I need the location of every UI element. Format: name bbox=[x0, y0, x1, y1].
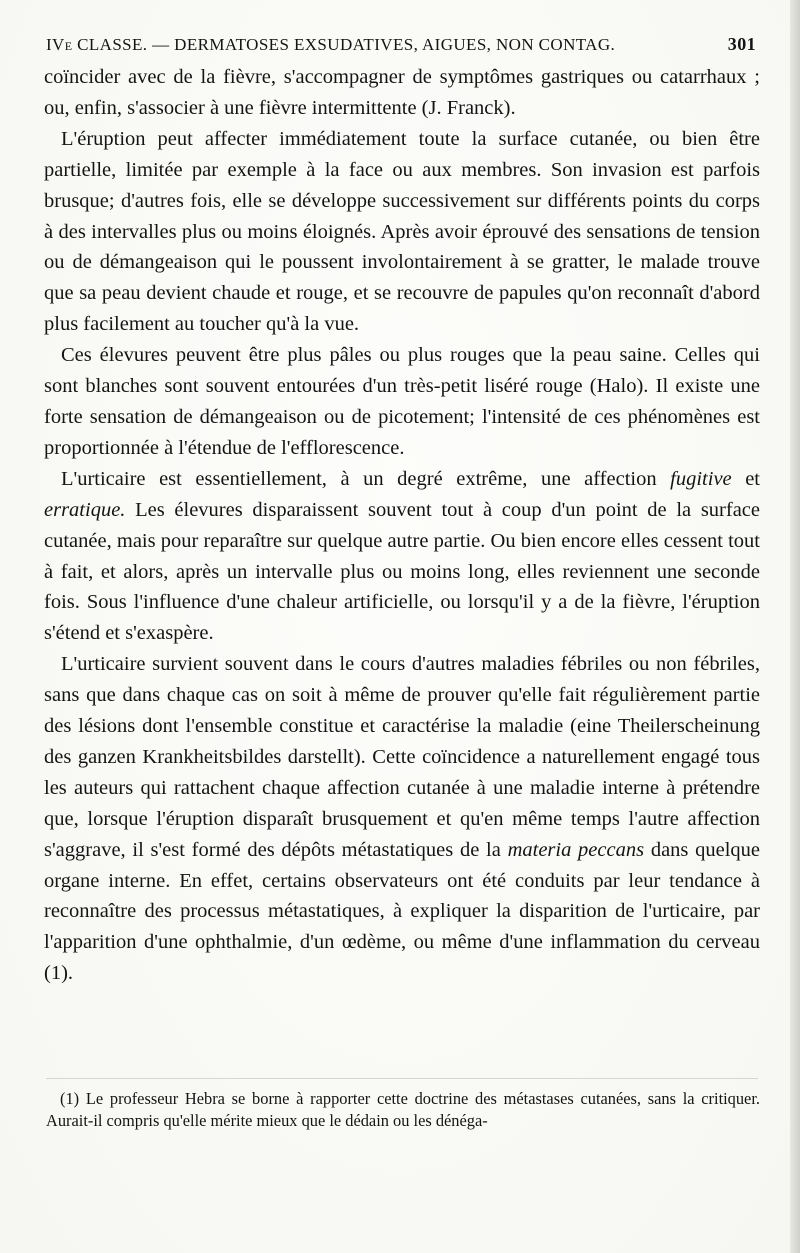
paragraph-3-text: Ces élevures peuvent être plus pâles ou plus rouges que la peau saine. Celles qui sont blanches sont souvent entourées d'un très-petit liséré rouge (Halo). Il existe une forte sensation de démangeaison ou de picotement; l'intensité de ces phénomènes est proportionnée à l'étendue de l'efflorescence. bbox=[44, 344, 760, 459]
footnote bbox=[46, 1088, 760, 1132]
paragraph-4-text-a: L'urticaire est essentiellement, à un degré extrême, une affection bbox=[61, 467, 657, 490]
page-number: 301 bbox=[727, 34, 756, 54]
page-edge-shadow bbox=[790, 0, 800, 1253]
running-header-title: IVe CLASSE. — DERMATOSES EXSUDATIVES, AIGUES, NON CONTAG. bbox=[46, 35, 616, 54]
paragraph-5-italic-materia-peccans: materia peccans bbox=[507, 838, 645, 861]
paragraph-2 bbox=[44, 124, 760, 340]
paragraph-1 bbox=[44, 62, 760, 124]
paragraph-5-text-b: dans quelque organe interne. En effet, certains observateurs ont été conduits par leur tendance à reconnaître des processus métastatiques, à expliquer la disparition de l'urticaire, par l'apparition d'une ophthalmie, d'un œdème, ou même d'une inflammation du cerveau (1). bbox=[44, 838, 761, 985]
paragraph-3 bbox=[44, 340, 760, 464]
paragraph-5-text-a: L'urticaire survient souvent dans le cours d'autres maladies fébriles ou non fébriles, sans que dans chaque cas on soit à même de prouver qu'elle fait régulièrement partie des lésions dont l'ensemble constitue et caractérise la maladie (eine Theilerscheinung des ganzen Krankheitsbildes darstellt). Cette coïncidence a naturellement engagé tous les auteurs qui rattachent chaque affection cutanée à une maladie interne à prétendre que, lorsque l'éruption disparaît brusquement et qu'en même temps l'autre affection s'aggrave, il s'est formé des dépôts métastatiques de la bbox=[44, 653, 760, 861]
footnote-text: (1) Le professeur Hebra se borne à rapporter cette doctrine des métastases cutanées, sans la critiquer. Aurait-il compris qu'elle mérite mieux que le dédain ou les dénéga- bbox=[46, 1089, 760, 1130]
body-text bbox=[44, 62, 760, 989]
paragraph-4-text-b: Les élevures disparaissent souvent tout à coup d'un point de la surface cutanée, mais pour reparaître sur quelque autre partie. Ou bien encore elles cessent tout à fait, et alors, après un intervalle plus ou moins long, elles reviennent une seconde fois. Sous l'influence d'une chaleur artificielle, ou lorsqu'il y a de la fièvre, l'éruption s'étend et s'exaspère. bbox=[44, 498, 761, 645]
running-header bbox=[46, 34, 756, 55]
paragraph-4-italic-erratique: erratique. bbox=[44, 498, 126, 521]
paragraph-4 bbox=[44, 464, 760, 649]
paragraph-4-italic-fugitive: fugitive bbox=[670, 467, 732, 490]
paragraph-1-text: coïncider avec de la fièvre, s'accompagner de symptômes gastriques ou catarrhaux ; ou, enfin, s'associer à une fièvre intermittente (J. Franck). bbox=[44, 66, 760, 119]
paragraph-4-text-mid: et bbox=[745, 467, 760, 490]
paragraph-2-text: L'éruption peut affecter immédiatement toute la surface cutanée, ou bien être partielle, limitée par exemple à la face ou aux membres. Son invasion est parfois brusque; d'autres fois, elle se développe successivement sur différents points du corps à des intervalles plus ou moins éloignés. Après avoir éprouvé des sensations de tension ou de démangeaison qui le poussent involontairement à se gratter, le malade trouve que sa peau devient chaude et rouge, et se recouvre de papules qu'on reconnaît d'abord plus facilement au toucher qu'à la vue. bbox=[44, 127, 760, 336]
paragraph-5 bbox=[44, 649, 760, 989]
footnote-divider bbox=[46, 1078, 758, 1079]
